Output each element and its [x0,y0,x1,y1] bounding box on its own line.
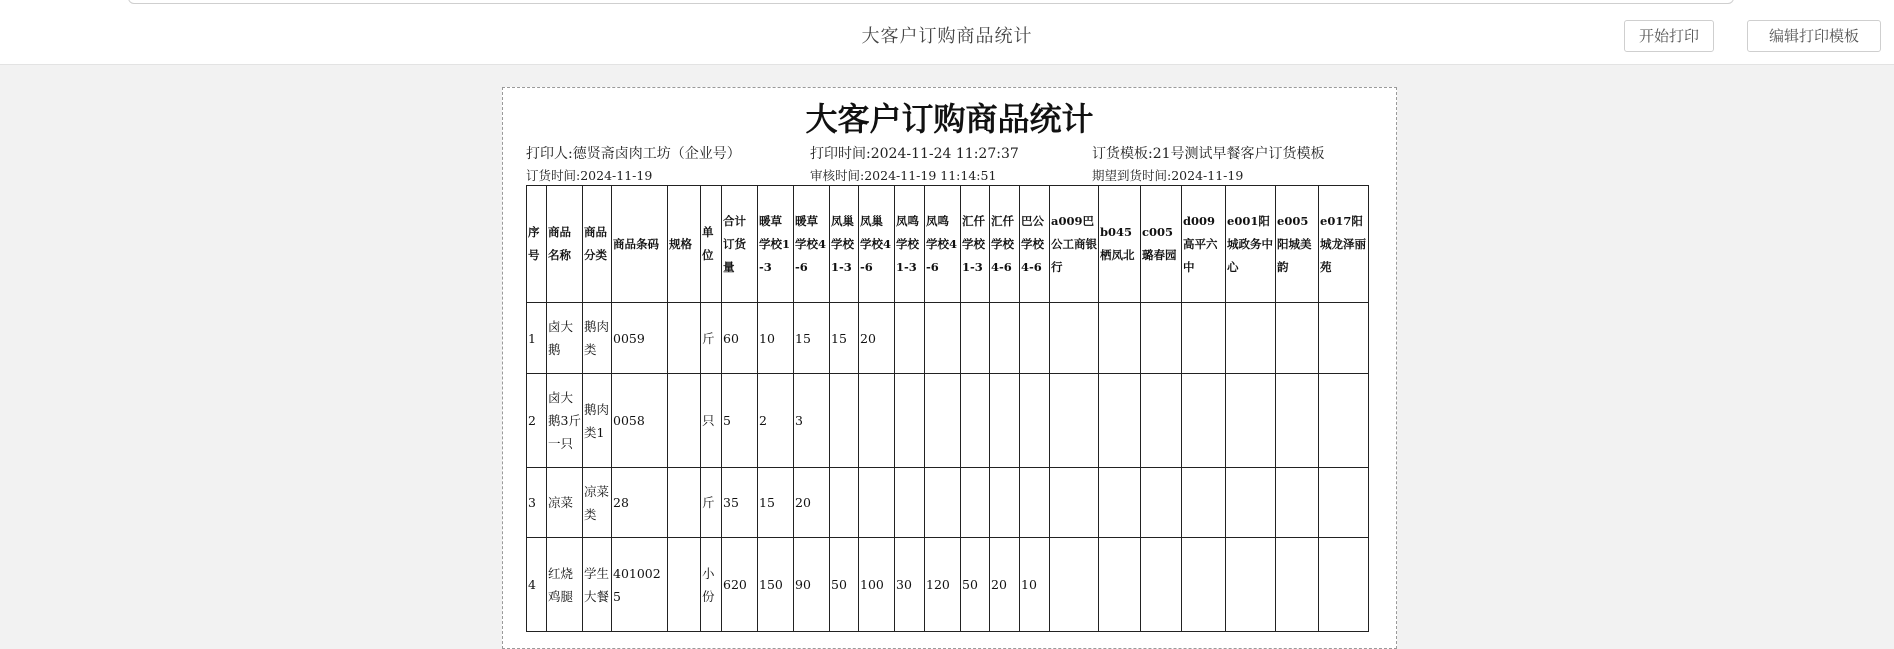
table-cell [961,374,990,468]
column-header: 商品分类 [583,186,612,303]
table-cell [1226,468,1276,538]
table-cell [1276,303,1319,374]
table-cell: 卤大鹅 [547,303,583,374]
table-cell [961,468,990,538]
table-cell: 凉菜类 [583,468,612,538]
table-cell [1020,468,1050,538]
table-cell: 20 [990,538,1020,632]
table-cell [859,374,895,468]
table-cell: 20 [794,468,830,538]
table-cell: 学生大餐 [583,538,612,632]
table-cell: 斤 [701,303,722,374]
table-cell [1182,303,1226,374]
print-preview-sheet [502,87,1397,649]
column-header: d009高平六中 [1182,186,1226,303]
column-header: 暖草学校1-3 [758,186,794,303]
table-cell [830,468,859,538]
table-cell: 620 [722,538,758,632]
top-toolbar [0,0,1894,65]
table-cell [668,374,701,468]
column-header: 序号 [527,186,547,303]
column-header: 合计订货量 [722,186,758,303]
edit-print-template-button[interactable]: 编辑打印模板 [1747,20,1881,52]
table-cell [1182,468,1226,538]
column-header: e001阳城政务中心 [1226,186,1276,303]
review-time: 审核时间:2024-11-19 11:14:51 [810,168,997,183]
table-cell [990,303,1020,374]
table-cell [1099,468,1141,538]
page-title: 大客户订购商品统计 [861,26,1033,47]
table-cell: 0059 [612,303,668,374]
order-time: 订货时间:2024-11-19 [526,168,653,183]
column-header: c005璐春园 [1141,186,1182,303]
table-cell [895,468,925,538]
table-cell [1319,468,1369,538]
table-cell [1020,374,1050,468]
table-cell: 28 [612,468,668,538]
table-cell [1099,538,1141,632]
table-cell: 只 [701,374,722,468]
table-cell: 红烧鸡腿 [547,538,583,632]
scroll-container-edge [128,0,1734,4]
table-cell [1276,374,1319,468]
table-cell [1226,538,1276,632]
table-row [527,303,1369,374]
column-header: 汇仟学校1-3 [961,186,990,303]
printer-info: 打印人:德贤斋卤肉工坊（企业号） [526,146,741,162]
table-cell [961,303,990,374]
table-cell [1276,538,1319,632]
table-row [527,538,1369,632]
table-cell: 20 [859,303,895,374]
table-cell: 5 [722,374,758,468]
column-header: 商品条码 [612,186,668,303]
table-cell [1276,468,1319,538]
table-cell [895,303,925,374]
table-cell [990,374,1020,468]
table-cell: 1 [527,303,547,374]
table-cell: 鹅肉类1 [583,374,612,468]
column-header: 凤巢学校4-6 [859,186,895,303]
table-cell [1099,303,1141,374]
table-cell: 120 [925,538,961,632]
table-row [527,374,1369,468]
table-cell [1050,468,1099,538]
column-header: a009巴公工商银行 [1050,186,1099,303]
table-cell [1182,374,1226,468]
table-cell: 2 [527,374,547,468]
table-row [527,468,1369,538]
start-print-button[interactable]: 开始打印 [1624,20,1714,52]
table-cell [1050,374,1099,468]
table-cell: 4 [527,538,547,632]
table-cell: 35 [722,468,758,538]
table-cell: 15 [794,303,830,374]
table-cell [925,374,961,468]
table-cell [830,374,859,468]
table-cell [895,374,925,468]
column-header: 汇仟学校4-6 [990,186,1020,303]
table-cell: 2 [758,374,794,468]
table-cell [1141,374,1182,468]
table-cell [925,303,961,374]
column-header: 暖草学校4-6 [794,186,830,303]
document-title: 大客户订购商品统计 [805,100,1094,138]
table-cell [1020,303,1050,374]
column-header: 凤鸣学校4-6 [925,186,961,303]
table-cell: 50 [961,538,990,632]
table-cell: 0058 [612,374,668,468]
table-cell [668,303,701,374]
table-cell [1319,374,1369,468]
table-cell [1050,303,1099,374]
table-cell: 10 [758,303,794,374]
table-cell: 60 [722,303,758,374]
order-statistics-table [526,185,1369,632]
column-header: 商品名称 [547,186,583,303]
expected-arrival-time: 期望到货时间:2024-11-19 [1092,168,1244,183]
table-cell [1141,538,1182,632]
table-cell [1050,538,1099,632]
table-cell: 3 [794,374,830,468]
table-cell: 鹅肉类 [583,303,612,374]
table-cell: 斤 [701,468,722,538]
column-header: b045栖凤北 [1099,186,1141,303]
table-cell [1226,374,1276,468]
column-header: e005阳城美韵 [1276,186,1319,303]
table-cell: 150 [758,538,794,632]
table-cell: 15 [758,468,794,538]
table-cell: 100 [859,538,895,632]
table-cell [1141,303,1182,374]
table-cell [1141,468,1182,538]
table-cell [1226,303,1276,374]
print-time: 打印时间:2024-11-24 11:27:37 [810,146,1019,162]
column-header: e017阳城龙泽丽苑 [1319,186,1369,303]
column-header: 规格 [668,186,701,303]
table-header-row [527,186,1369,303]
table-cell: 90 [794,538,830,632]
column-header: 凤鸣学校1-3 [895,186,925,303]
table-cell [1099,374,1141,468]
order-template: 订货模板:21号测试早餐客户订货模板 [1092,146,1325,162]
table-cell [990,468,1020,538]
table-cell [1319,303,1369,374]
table-cell [859,468,895,538]
table-cell [668,538,701,632]
table-cell [1182,538,1226,632]
table-cell: 50 [830,538,859,632]
table-cell: 30 [895,538,925,632]
table-cell: 10 [1020,538,1050,632]
table-cell: 小份 [701,538,722,632]
column-header: 巴公学校4-6 [1020,186,1050,303]
column-header: 凤巢学校1-3 [830,186,859,303]
column-header: 单位 [701,186,722,303]
table-cell [668,468,701,538]
table-cell: 凉菜 [547,468,583,538]
table-cell [1319,538,1369,632]
table-cell: 3 [527,468,547,538]
table-cell: 15 [830,303,859,374]
table-cell [925,468,961,538]
table-cell: 4010025 [612,538,668,632]
table-cell: 卤大鹅3斤一只 [547,374,583,468]
